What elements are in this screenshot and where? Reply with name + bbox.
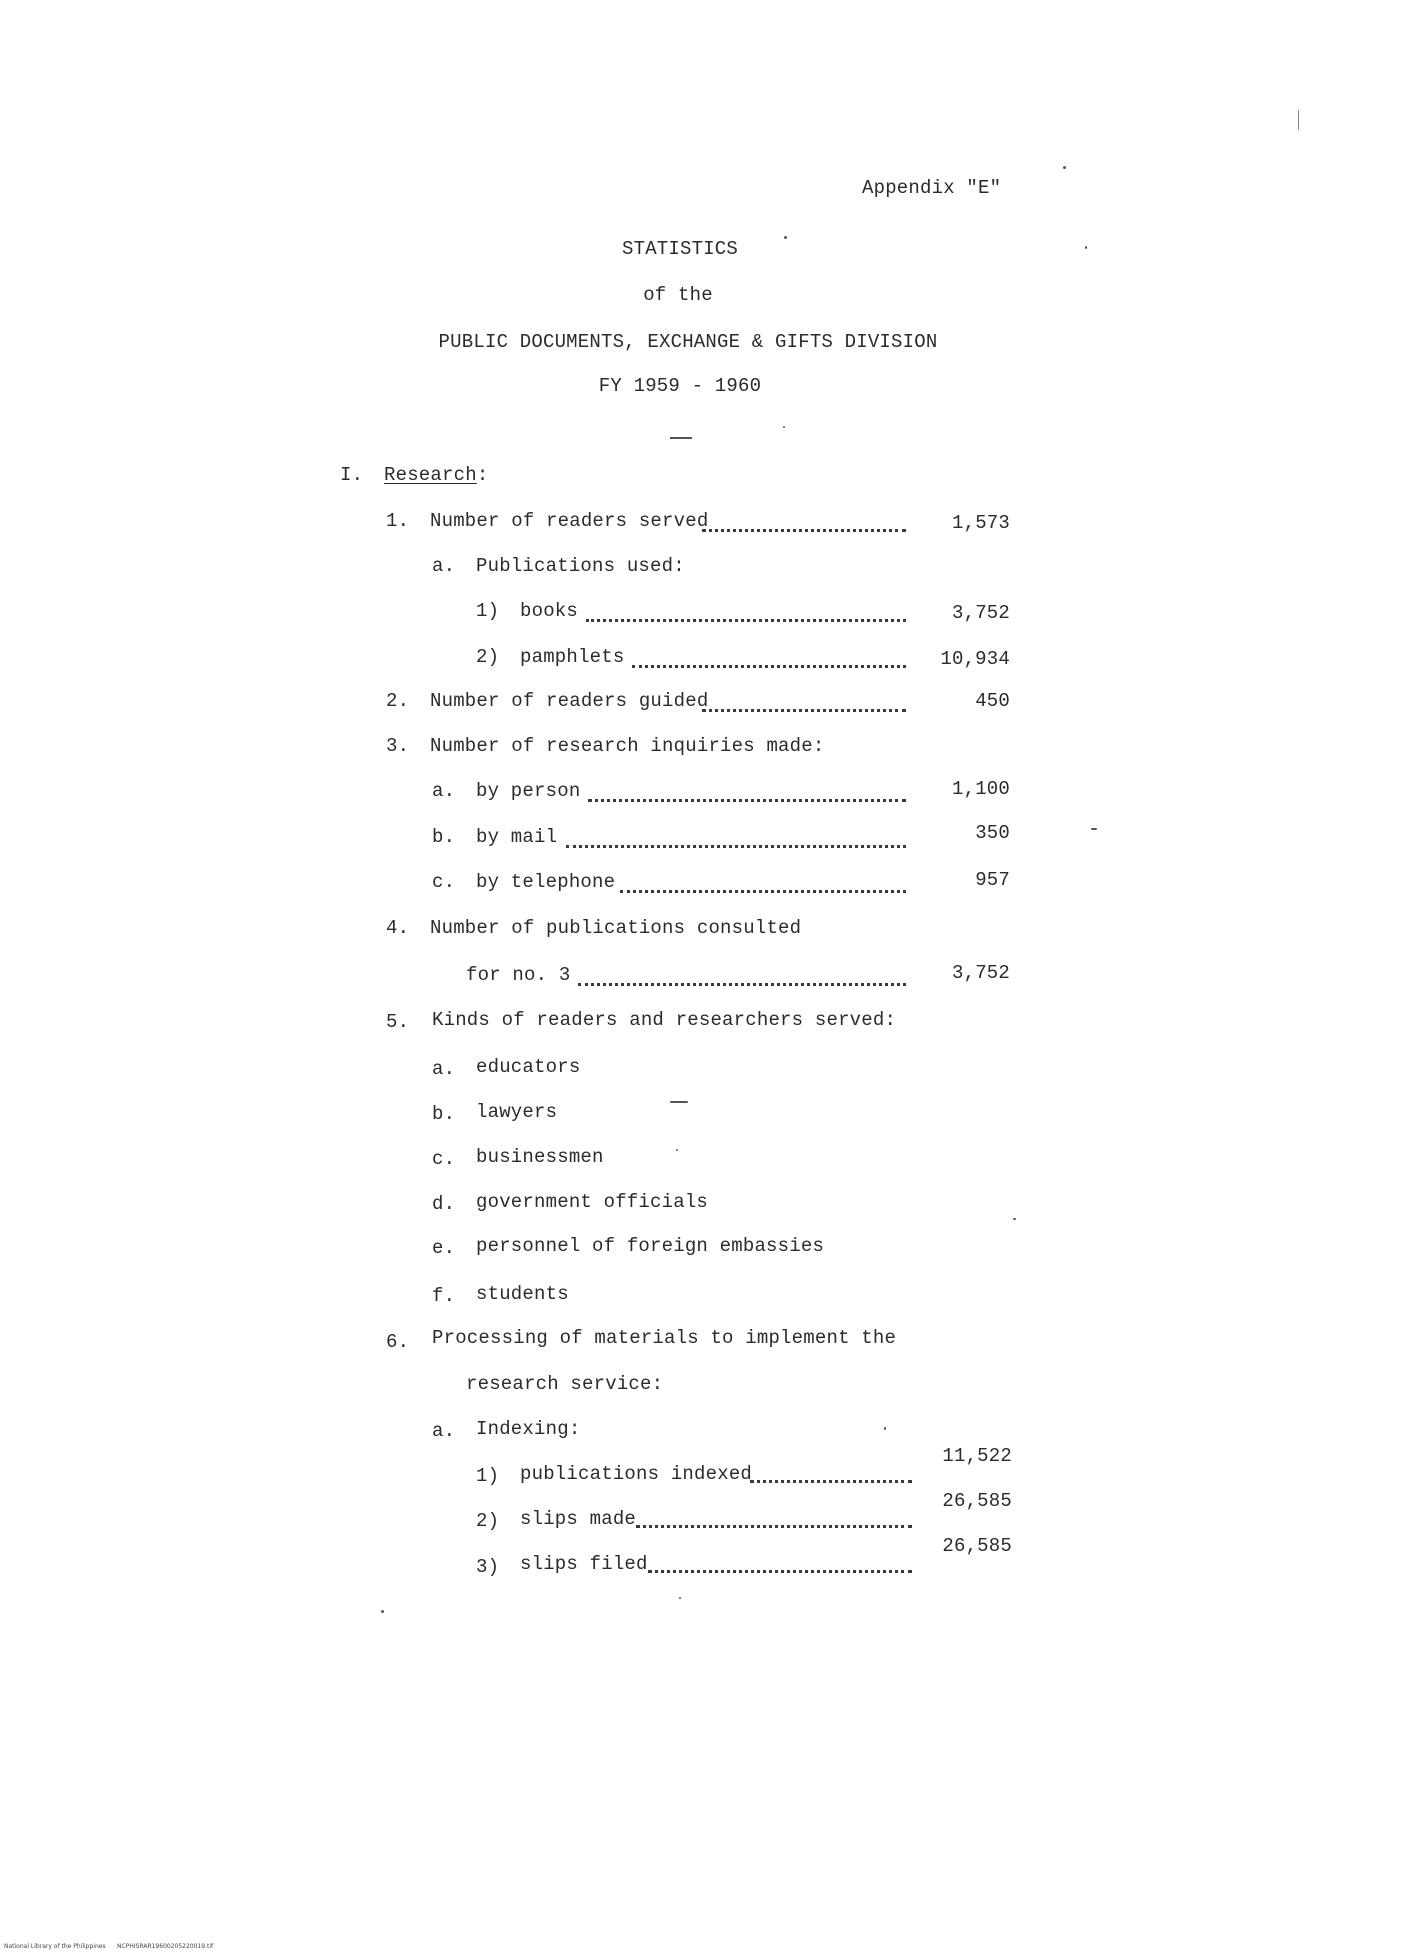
footer-filename: NCPHISRAR19600205220019.tif — [117, 1943, 214, 1950]
item-1a1-number: 1) — [476, 600, 500, 622]
scan-speck — [783, 426, 785, 428]
item-2-number: 2. — [386, 690, 410, 712]
item-1a1-value: 3,752 — [951, 602, 1010, 624]
scan-speck — [1091, 828, 1097, 830]
item-5e-label: personnel of foreign embassies — [476, 1235, 825, 1257]
item-4-number: 4. — [386, 917, 410, 939]
dot-leader — [648, 1556, 912, 1573]
item-3-number: 3. — [386, 735, 410, 757]
item-3a-letter: a. — [432, 780, 456, 802]
scan-speck — [381, 1610, 384, 1613]
dot-leader — [702, 695, 906, 712]
item-6-label: Processing of materials to implement the — [432, 1327, 897, 1349]
appendix-label: Appendix "E" — [862, 177, 1002, 199]
item-1a2-value: 10,934 — [940, 648, 1010, 670]
item-6a1-value: 11,522 — [942, 1445, 1012, 1467]
item-5-number: 5. — [386, 1011, 410, 1033]
division-name: PUBLIC DOCUMENTS, EXCHANGE & GIFTS DIVISION — [438, 331, 938, 353]
item-6a3-value: 26,585 — [942, 1535, 1012, 1557]
item-5f-label: students — [476, 1283, 569, 1305]
item-2-label: Number of readers guided — [430, 690, 709, 712]
scan-speck — [884, 1427, 886, 1430]
item-5f-letter: f. — [432, 1285, 456, 1307]
scan-speck — [1085, 246, 1087, 249]
item-5-label: Kinds of readers and researchers served: — [432, 1009, 897, 1031]
item-6a3-number: 3) — [476, 1556, 500, 1578]
item-6-continuation: research service: — [466, 1373, 664, 1395]
scan-speck — [670, 1101, 688, 1103]
item-6a2-label: slips made — [520, 1508, 637, 1530]
item-1a2-label: pamphlets — [520, 646, 625, 668]
item-6a-label: Indexing: — [476, 1418, 581, 1440]
dot-leader — [586, 605, 906, 622]
item-4-continuation: for no. 3 — [466, 964, 571, 986]
item-4-value: 3,752 — [951, 962, 1010, 984]
item-6a2-number: 2) — [476, 1510, 500, 1532]
item-5e-letter: e. — [432, 1237, 456, 1259]
section-title: Research — [384, 464, 477, 486]
item-5d-letter: d. — [432, 1193, 456, 1215]
item-3c-letter: c. — [432, 871, 456, 893]
scan-speck — [1013, 1218, 1016, 1220]
item-5c-label: businessmen — [476, 1146, 604, 1168]
section-heading — [384, 463, 488, 487]
item-3-label: Number of research inquiries made: — [430, 735, 825, 757]
item-4-label: Number of publications consulted — [430, 917, 802, 939]
item-6-number: 6. — [386, 1331, 410, 1353]
item-6a1-number: 1) — [476, 1465, 500, 1487]
section-colon: : — [476, 464, 489, 486]
item-1a-letter: a. — [432, 555, 456, 577]
dot-leader — [578, 969, 906, 986]
dot-leader — [588, 785, 906, 802]
scan-speck — [784, 236, 787, 239]
dot-leader — [636, 1511, 912, 1528]
item-2-value: 450 — [975, 690, 1010, 712]
item-5a-letter: a. — [432, 1058, 456, 1080]
dot-leader — [702, 515, 906, 532]
item-1a1-label: books — [520, 600, 579, 622]
dot-leader — [750, 1466, 912, 1483]
scan-speck — [1063, 166, 1066, 169]
item-3b-letter: b. — [432, 826, 456, 848]
item-1-label: Number of readers served — [430, 510, 709, 532]
section-numeral: I. — [340, 464, 364, 486]
item-3b-value: 350 — [975, 822, 1010, 844]
header-divider-mark — [670, 437, 692, 439]
item-5a-label: educators — [476, 1056, 581, 1078]
item-5d-label: government officials — [476, 1191, 709, 1213]
item-6a1-label: publications indexed — [520, 1463, 753, 1485]
scan-speck — [676, 1149, 678, 1151]
document-title: STATISTICS — [621, 238, 739, 260]
item-1a2-number: 2) — [476, 646, 500, 668]
item-3a-label: by person — [476, 780, 581, 802]
item-5c-letter: c. — [432, 1148, 456, 1170]
dot-leader — [620, 876, 906, 893]
dot-leader — [566, 831, 906, 848]
item-1a-label: Publications used: — [476, 555, 685, 577]
item-3c-label: by telephone — [476, 871, 616, 893]
title-connector: of the — [643, 284, 713, 306]
item-3a-value: 1,100 — [951, 778, 1010, 800]
item-1-number: 1. — [386, 510, 410, 532]
item-6a-letter: a. — [432, 1420, 456, 1442]
fiscal-year: FY 1959 - 1960 — [598, 375, 762, 397]
item-3c-value: 957 — [975, 869, 1010, 891]
scan-edge-mark — [1298, 110, 1299, 130]
item-6a3-label: slips filed — [520, 1553, 648, 1575]
item-1-value: 1,573 — [951, 512, 1010, 534]
item-5b-letter: b. — [432, 1103, 456, 1125]
dot-leader — [632, 651, 906, 668]
scan-speck — [679, 1597, 681, 1599]
footer-library: National Library of the Philippines — [4, 1943, 106, 1950]
item-6a2-value: 26,585 — [942, 1490, 1012, 1512]
item-5b-label: lawyers — [476, 1101, 558, 1123]
scan-footer — [4, 1943, 213, 1951]
item-3b-label: by mail — [476, 826, 558, 848]
